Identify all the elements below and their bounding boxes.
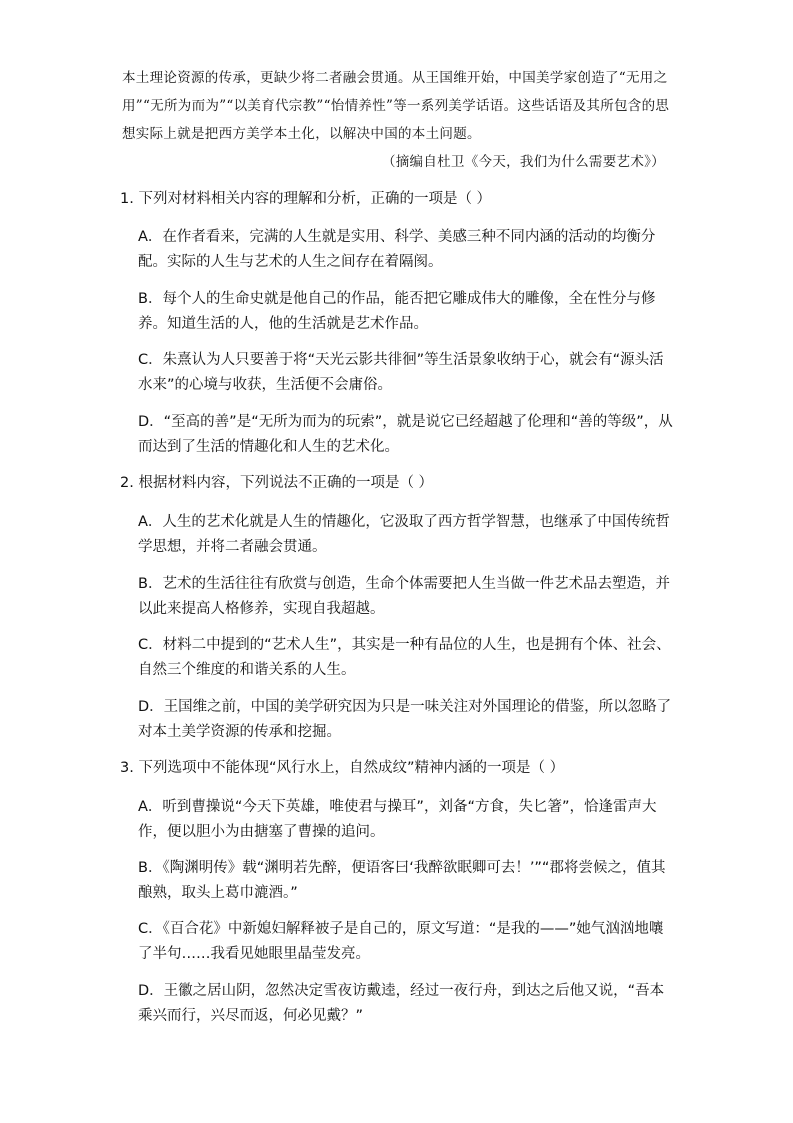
question-1-option-b: B．每个人的生命史就是他自己的作品，能否把它雕成伟大的雕像，全在性分与修养。知道生活的人，他的生活就是艺术作品。	[138, 291, 656, 332]
passage-source: （摘编自杜卫《今天，我们为什么需要艺术》）	[381, 154, 665, 170]
question-3-option-c: C．《百合花》中新媳妇解释被子是自己的，原文写道：“是我的——”她气汹汹地嚷了半句……我看见她眼里晶莹发亮。	[138, 921, 664, 962]
question-3-option-b: B．《陶渊明传》载“渊明若先醉，便语客曰‘我醉欲眠卿可去！’”“郡将尝候之，值其酿熟，取头上葛巾漉酒。”	[138, 860, 666, 901]
question-2-option-c: C．材料二中提到的“艺术人生”，其实是一种有品位的人生，也是拥有个体、社会、自然三个维度的和谐关系的人生。	[138, 637, 671, 678]
question-2-option-a: A．人生的艺术化就是人生的情趣化，它汲取了西方哲学智慧，也继承了中国传统哲学思想，并将二者融会贯通。	[138, 514, 670, 555]
question-3-option-a: A．听到曹操说“今天下英雄，唯使君与操耳”，刘备“方食，失匕箸”，恰逢雷声大作，便以胆小为由搪塞了曹操的追问。	[138, 799, 657, 840]
question-3-option-d: D．王徽之居山阴，忽然决定雪夜访戴逵，经过一夜行舟，到达之后他又说，“吾本乘兴而行，兴尽而返，何必见戴？”	[138, 983, 665, 1024]
question-1-option-a: A．在作者看来，完满的人生就是实用、科学、美感三种不同内涵的活动的均衡分配。实际的人生与艺术的人生之间存在着隔阂。	[138, 229, 656, 270]
question-1-stem: 1. 下列对材料相关内容的理解和分析，正确的一项是（ ）	[120, 191, 492, 207]
question-2-option-b: B．艺术的生活往往有欣赏与创造，生命个体需要把人生当做一件艺术品去塑造，并以此来提高人格修养，实现自我超越。	[138, 576, 670, 617]
question-1-option-c: C．朱熹认为人只要善于将“天光云影共徘徊”等生活景象收纳于心，就会有“源头活水来”的心境与收获，生活便不会庸俗。	[138, 352, 664, 393]
question-1-option-d: D．“至高的善”是“无所为而为的玩索”，就是说它已经超越了伦理和“善的等级”，从而达到了生活的情趣化和人生的艺术化。	[138, 414, 673, 455]
question-2-stem: 2. 根据材料内容，下列说法不正确的一项是（ ）	[120, 475, 434, 491]
question-3-stem: 3. 下列选项中不能体现“风行水上，自然成纹”精神内涵的一项是（ ）	[120, 760, 565, 776]
passage-paragraph: 本土理论资源的传承，更缺少将二者融会贯通。从王国维开始，中国美学家创造了“无用之用”“无所为而为”“以美育代宗教”“怡情养性”等一系列美学话语。这些话语及其所包含的思想实际上就是把西方美学本土化，以解决中国的本土问题。	[122, 70, 670, 142]
question-2-option-d: D．王国维之前，中国的美学研究因为只是一味关注对外国理论的借鉴，所以忽略了对本土美学资源的传承和挖掘。	[138, 699, 672, 740]
